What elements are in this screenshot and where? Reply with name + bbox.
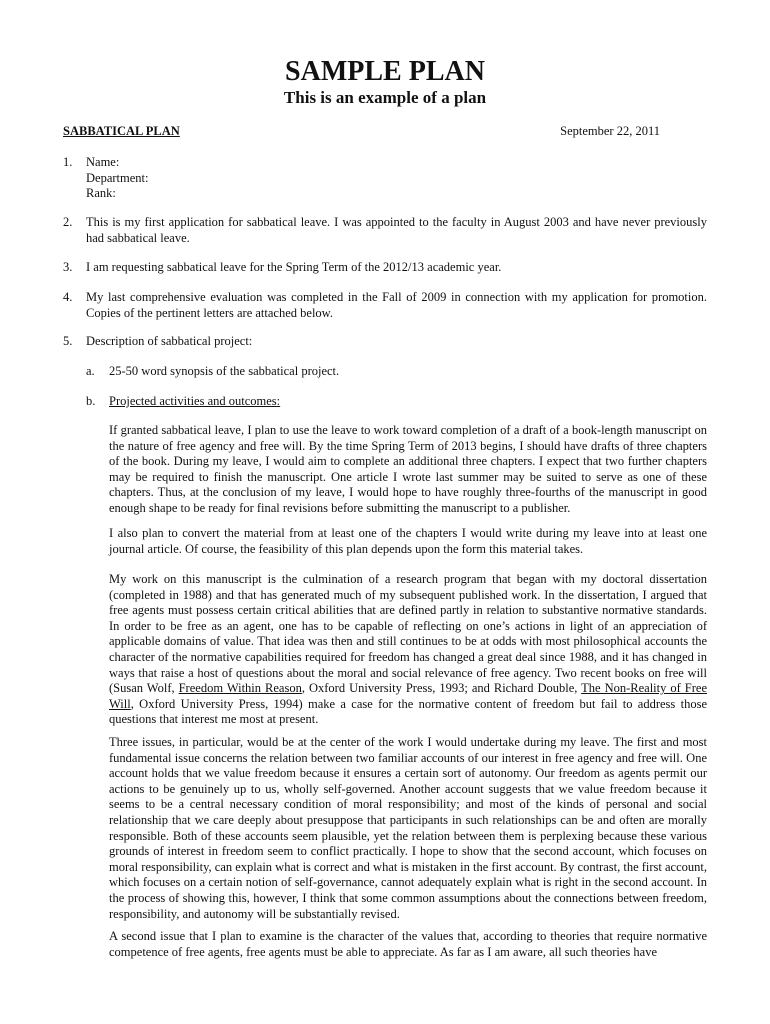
paragraph-2: I also plan to convert the material from at least one of the chapters I would write during my leave into at least one journal article. Of course, the feasibility of this plan depends upon the form this material takes.: [109, 526, 707, 556]
document-subtitle: This is an example of a plan: [283, 88, 487, 107]
paragraph-3-text: , Oxford University Press, 1993; and Richard Double,: [301, 681, 582, 696]
sub-item-a: 25-50 word synopsis of the sabbatical project.: [109, 364, 340, 378]
item-1: [86, 155, 707, 202]
item-4: My last comprehensive evaluation was completed in the Fall of 2009 in connection with my application for promotion. Copies of the pertinent letters are attached below.: [86, 290, 707, 320]
name-label: Name:: [86, 155, 120, 169]
item-number: 5.: [63, 334, 73, 348]
item-number: 2.: [63, 215, 73, 229]
document-title: SAMPLE PLAN: [285, 56, 485, 87]
sub-item-b: Projected activities and outcomes:: [109, 394, 281, 408]
book-title-2: The Non-Reality of Free Will: [109, 681, 707, 711]
paragraph-3-text: , Oxford University Press, 1994) make a case for the normative content of freedom but fail to address those questions that interest me most at present.: [109, 696, 707, 727]
sub-item-letter: a.: [86, 364, 95, 378]
department-label: Department:: [86, 170, 149, 185]
item-number: 4.: [63, 290, 73, 304]
item-2: This is my first application for sabbatical leave. I was appointed to the faculty in August 2003 and have never previously had sabbatical leave.: [86, 215, 707, 245]
item-3: I am requesting sabbatical leave for the Spring Term of the 2012/13 academic year.: [86, 260, 502, 274]
rank-label: Rank:: [86, 186, 116, 201]
item-number: 3.: [63, 260, 73, 274]
item-5: Description of sabbatical project:: [86, 334, 253, 348]
item-number: 1.: [63, 155, 73, 169]
book-title-1: Freedom Within Reason: [178, 681, 302, 696]
paragraph-5: A second issue that I plan to examine is the character of the values that, according to theories that require normative competence of free agents, free agents must be able to appreciate. As far as I am aware, all such theories have: [109, 929, 707, 959]
paragraph-1: If granted sabbatical leave, I plan to use the leave to work toward completion of a draft of a book-length manuscript on the nature of free agency and free will. By the time Spring Term of 2013 begins, I should have drafts of three chapters of the book. During my leave, I would aim to complete an additional three chapters. I expect that two further chapters may be required to finish the manuscript. One article I wrote last summer may be suited to serve as one of these chapters. Thus, at the conclusion of my leave, I would hope to have roughly three-fourths of the manuscript in good enough shape to be ready for final revisions before submitting the manuscript to a publisher.: [109, 423, 707, 515]
paragraph-4: Three issues, in particular, would be at the center of the work I would undertake during my leave. The first and most fundamental issue concerns the relation between two familiar accounts of our interest in free agency and free will. One account holds that we value freedom because it ensures a certain sort of autonomy. Our freedom as agents permit our actions to be genuinely up to us, wholly self-governed. Another account suggests that we value freedom because it seems to be a central necessary condition of moral responsibility; and most of the kinds of personal and social relationship that we care deeply about presuppose that participants in such relationships can be and often are morally responsible. Both of these accounts seem plausible, yet the relation between them is perplexing because these various grounds of interest in freedom seem to conflict practically. I hope to show that the second account, which focuses on moral responsibility, can explain what is correct and what is mistaken in the first account. By contrast, the first account, which focuses on a certain notion of self-governance, cannot adequately explain what is right in the second account. In the process of showing this, however, I think that some common assumptions about the connections between freedom, responsibility, and autonomy will be substantially revised.: [109, 735, 707, 921]
sub-item-letter: b.: [86, 394, 96, 408]
paragraph-3: [109, 572, 707, 728]
paragraph-3-text: My work on this manuscript is the culmination of a research program that began with my doctoral dissertation (completed in 1988) and that has generated much of my subsequent published work. In the dissertation, I argued that free agents must possess certain critical abilities that are defined partly in relation to substantive normative standards. In order to be free as an agent, one has to be capable of reflecting on one’s actions in light of an appreciation of applicable domains of value. That idea was then and still continues to be at odds with most philosophical accounts the character of the normative capabilities required for freedom has changed a great deal since 1988, and it has changed in ways that raise a host of questions about the moral and social relevance of free agency. Two recent books on free will (Susan Wolf,: [109, 572, 707, 696]
plan-date: September 22, 2011: [560, 124, 660, 138]
plan-label: SABBATICAL PLAN: [63, 124, 180, 138]
